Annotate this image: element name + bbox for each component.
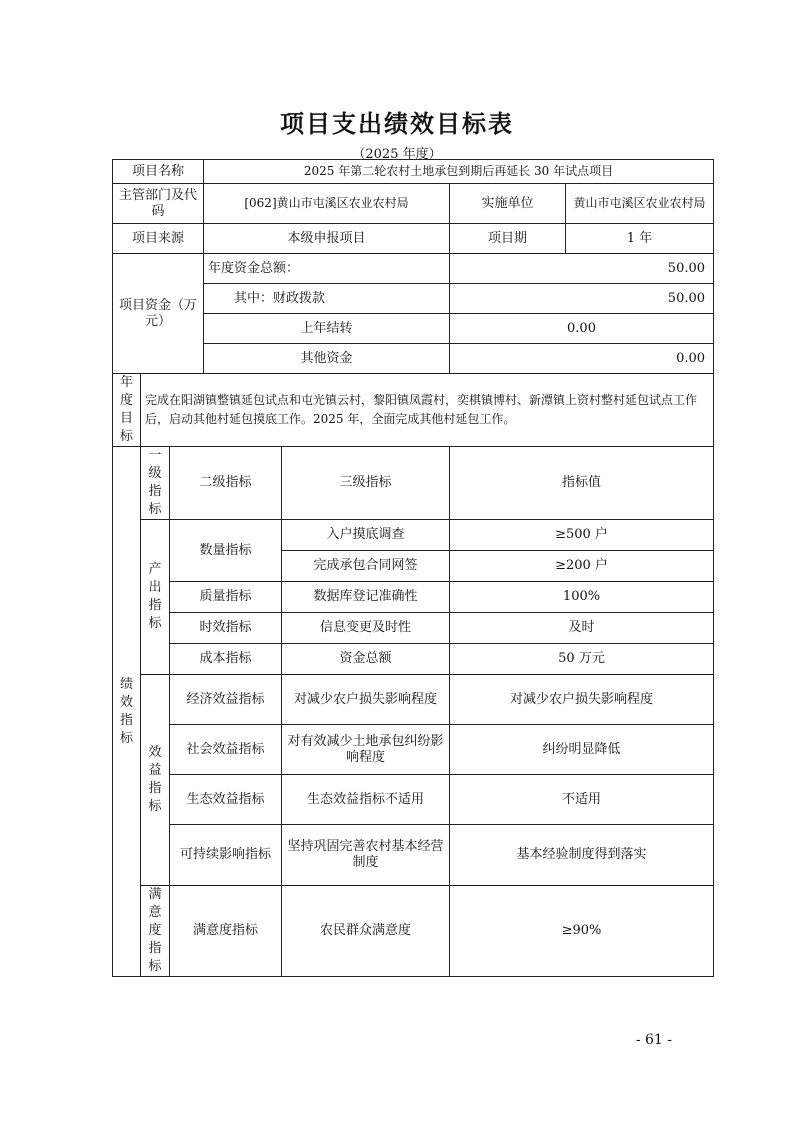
satisfaction-value: ≥90%: [450, 886, 714, 977]
benefit-level2: 社会效益指标: [170, 725, 282, 775]
time-indicator-label: 时效指标: [170, 613, 282, 644]
indicator-value: 50 万元: [450, 644, 714, 675]
annual-goal-text: 完成在阳湖镇整镇延包试点和屯光镇云村，黎阳镇凤霞村，奕棋镇博村、新潭镇上资村整村延包试点工作后，启动其他村延包摸底工作。2025 年，全面完成其他村延包工作。: [141, 374, 714, 447]
funds-label: 项目资金（万元）: [113, 254, 204, 374]
output-indicators-label: 产出指标: [141, 520, 170, 675]
satisfaction-indicators-label: 满意度指标: [141, 886, 170, 977]
indicator-name: 数据库登记准确性: [282, 582, 450, 613]
satisfaction-level3: 农民群众满意度: [282, 886, 450, 977]
source-label: 项目来源: [113, 224, 204, 254]
indicator-name: 信息变更及时性: [282, 613, 450, 644]
indicator-value: 100%: [450, 582, 714, 613]
benefit-value: 不适用: [450, 775, 714, 825]
indicator-value: 及时: [450, 613, 714, 644]
benefit-value: 纠纷明显降低: [450, 725, 714, 775]
benefit-indicators-label: 效益指标: [141, 675, 170, 886]
impl-unit-value: 黄山市屯溪区农业农村局: [566, 184, 714, 224]
page-number: - 61 -: [635, 1032, 672, 1048]
indicator-name: 完成承包合同网签: [282, 551, 450, 582]
indicator-name: 资金总额: [282, 644, 450, 675]
cost-indicator-label: 成本指标: [170, 644, 282, 675]
funds-row-label: 上年结转: [204, 314, 450, 344]
funds-row-label: 其他资金: [204, 344, 450, 374]
benefit-level2: 经济效益指标: [170, 675, 282, 725]
funds-row-value: 50.00: [450, 254, 714, 284]
year-label: （2025 年度）: [352, 147, 442, 162]
header-level2: 二级指标: [170, 447, 282, 520]
header-level3: 三级指标: [282, 447, 450, 520]
funds-row-label: 年度资金总额：: [204, 254, 450, 284]
benefit-level3: 坚持巩固完善农村基本经营制度: [282, 825, 450, 886]
benefit-level2: 可持续影响指标: [170, 825, 282, 886]
header-level1: 一级指标: [141, 447, 170, 520]
impl-unit-label: 实施单位: [450, 184, 566, 224]
quantity-indicator-label: 数量指标: [170, 520, 282, 582]
source-value: 本级申报项目: [204, 224, 450, 254]
period-label: 项目期: [450, 224, 566, 254]
funds-row-value: 0.00: [450, 344, 714, 374]
dept-value: [062]黄山市屯溪区农业农村局: [204, 184, 450, 224]
performance-target-table: [112, 159, 714, 977]
benefit-level3: 对有效减少土地承包纠纷影响程度: [282, 725, 450, 775]
benefit-value: 基本经验制度得到落实: [450, 825, 714, 886]
project-name-label: 项目名称: [113, 160, 204, 184]
funds-row-value: 50.00: [450, 284, 714, 314]
indicator-name: 入户摸底调查: [282, 520, 450, 551]
benefit-level2: 生态效益指标: [170, 775, 282, 825]
performance-indicators-label: 绩效指标: [113, 447, 141, 977]
benefit-value: 对减少农户损失影响程度: [450, 675, 714, 725]
indicator-value: ≥500 户: [450, 520, 714, 551]
benefit-level3: 对减少农户损失影响程度: [282, 675, 450, 725]
annual-goal-label: 年度目标: [113, 374, 141, 447]
project-name-value: 2025 年第二轮农村土地承包到期后再延长 30 年试点项目: [204, 160, 714, 184]
benefit-level3: 生态效益指标不适用: [282, 775, 450, 825]
page-title: 项目支出绩效目标表: [280, 110, 514, 138]
quality-indicator-label: 质量指标: [170, 582, 282, 613]
satisfaction-level2: 满意度指标: [170, 886, 282, 977]
header-value: 指标值: [450, 447, 714, 520]
funds-row-label: 其中：财政拨款: [204, 284, 450, 314]
funds-row-value: 0.00: [450, 314, 714, 344]
period-value: 1 年: [566, 224, 714, 254]
indicator-value: ≥200 户: [450, 551, 714, 582]
dept-label: 主管部门及代码: [113, 184, 204, 224]
